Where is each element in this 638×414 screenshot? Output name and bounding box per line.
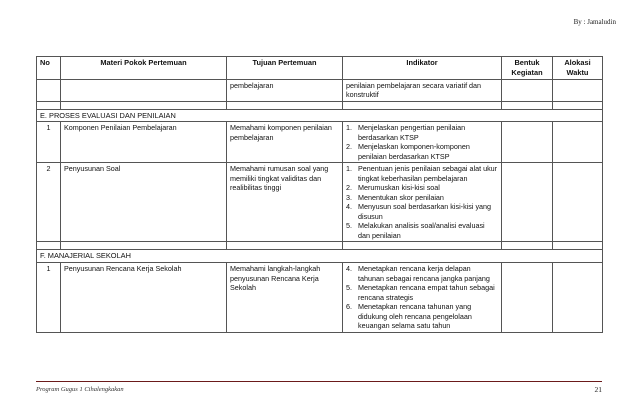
section-f-row — [37, 250, 603, 263]
row-indikator — [343, 263, 502, 333]
indicator-item: 5. Melakukan analisis soal/analisi evaluasi dan penilaian — [346, 221, 485, 240]
cell — [61, 79, 227, 101]
indicator-item: 4. Menetapkan rencana kerja delapan tahunan sebagai rencana jangka panjang — [346, 264, 490, 283]
carry-indikator: penilaian pembelajaran secara variatif dan konstruktif — [343, 79, 502, 101]
indicator-item: 1. Penentuan jenis penilaian sebagai alat ukur tingkat keberhasilan pembelajaran — [346, 164, 498, 183]
header-tujuan: Tujuan Pertemuan — [227, 57, 343, 80]
indicator-item: 2. Menjelaskan komponen-komponen penilaian berdasarkan KTSP — [346, 142, 470, 161]
header-alokasi: Alokasi Waktu — [553, 57, 603, 80]
row-no: 2 — [37, 163, 61, 242]
cell — [553, 79, 603, 101]
row-bentuk — [502, 122, 553, 163]
row-alokasi — [553, 163, 603, 242]
row-bentuk — [502, 263, 553, 333]
page-number: 21 — [594, 385, 602, 394]
row-indikator — [343, 122, 502, 163]
carry-over-row — [37, 79, 603, 101]
section-e-title: E. PROSES EVALUASI DAN PENILAIAN — [37, 109, 603, 122]
carry-tujuan: pembelajaran — [227, 79, 343, 101]
table-row — [37, 163, 603, 242]
author-byline: By : Jamaludin — [573, 18, 616, 26]
header-indikator: Indikator — [343, 57, 502, 80]
row-no: 1 — [37, 122, 61, 163]
header-row — [37, 57, 603, 80]
row-alokasi — [553, 263, 603, 333]
row-tujuan: Memahami langkah-langkah penyusunan Rencana Kerja Sekolah — [227, 263, 343, 333]
row-materi: Penyusunan Soal — [61, 163, 227, 242]
indicator-item: 5. Menetapkan rencana empat tahun sebagai rencana strategis — [346, 283, 495, 302]
indicator-item: 3. Menentukan skor penilaian — [346, 192, 444, 202]
spacer-row — [37, 242, 603, 250]
row-tujuan: Memahami komponen penilaian pembelajaran — [227, 122, 343, 163]
footer-rule — [36, 381, 602, 382]
cell — [502, 79, 553, 101]
indicator-item: 2. Merumuskan kisi-kisi soal — [346, 183, 440, 193]
header-bentuk: Bentuk Kegiatan — [502, 57, 553, 80]
row-alokasi — [553, 122, 603, 163]
row-materi: Komponen Penilaian Pembelajaran — [61, 122, 227, 163]
header-materi: Materi Pokok Pertemuan — [61, 57, 227, 80]
row-no: 1 — [37, 263, 61, 333]
section-e-row — [37, 109, 603, 122]
indicator-item: 1. Menjelaskan pengertian penilaian berdasarkan KTSP — [346, 123, 466, 142]
indicator-item: 6. Menetapkan rencana tahunan yang didukung oleh rencana pengelolaan keuangan selama satu tahun — [346, 302, 472, 331]
table-row — [37, 263, 603, 333]
section-f-title: F. MANAJERIAL SEKOLAH — [37, 250, 603, 263]
row-materi: Penyusunan Rencana Kerja Sekolah — [61, 263, 227, 333]
table-row — [37, 122, 603, 163]
spacer-row — [37, 101, 603, 109]
cell — [37, 79, 61, 101]
curriculum-table — [36, 56, 603, 333]
row-indikator — [343, 163, 502, 242]
row-tujuan: Memahami rumusan soal yang memiliki tingkat validitas dan realibilitas tinggi — [227, 163, 343, 242]
header-no: No — [37, 57, 61, 80]
footer-program: Program Gugus 1 Cihalengkakan — [36, 386, 124, 393]
indicator-item: 4. Menyusun soal berdasarkan kisi-kisi yang disusun — [346, 202, 492, 221]
row-bentuk — [502, 163, 553, 242]
